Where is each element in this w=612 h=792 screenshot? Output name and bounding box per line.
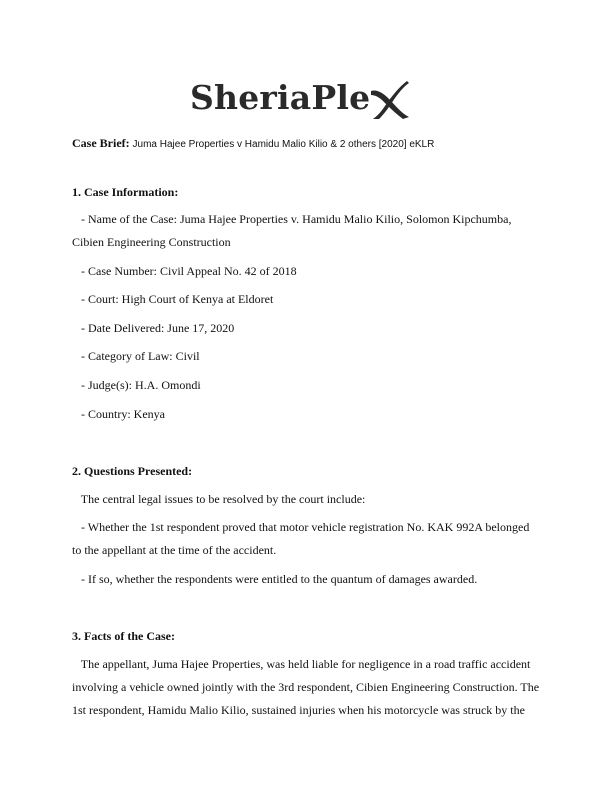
date-delivered: - Date Delivered: June 17, 2020 xyxy=(72,321,235,335)
sheriaplex-logo xyxy=(190,72,411,122)
question-1-line: - Whether the 1st respondent proved that motor vehicle registration No. KAK 992A belonged xyxy=(72,520,530,534)
questions-presented-heading: 2. Questions Presented: xyxy=(72,464,193,478)
case-information-heading: 1. Case Information: xyxy=(72,185,179,199)
x-logo-mark-icon xyxy=(367,77,411,121)
facts-line-2: involving a vehicle owned jointly with the 3rd respondent, Cibien Engineering Construction. The xyxy=(72,680,540,694)
question-1-line-continued: to the appellant at the time of the accident. xyxy=(72,543,277,557)
logo-text: SheriaPle xyxy=(190,77,371,117)
country: - Country: Kenya xyxy=(72,407,165,421)
judges: - Judge(s): H.A. Omondi xyxy=(72,378,201,392)
questions-intro: The central legal issues to be resolved by the court include: xyxy=(72,492,366,506)
facts-line-1: The appellant, Juma Hajee Properties, was held liable for negligence in a road traffic accident xyxy=(72,657,531,671)
case-name-line: - Name of the Case: Juma Hajee Properties v. Hamidu Malio Kilio, Solomon Kipchumba, xyxy=(72,212,512,226)
question-2: - If so, whether the respondents were entitled to the quantum of damages awarded. xyxy=(72,572,478,586)
case-brief-line xyxy=(72,136,434,151)
case-brief-title: Juma Hajee Properties v Hamidu Malio Kilio & 2 others [2020] eKLR xyxy=(132,139,435,150)
court: - Court: High Court of Kenya at Eldoret xyxy=(72,292,274,306)
case-name-line-continued: Cibien Engineering Construction xyxy=(72,235,231,249)
case-number: - Case Number: Civil Appeal No. 42 of 2018 xyxy=(72,264,297,278)
facts-line-3: 1st respondent, Hamidu Malio Kilio, sustained injuries when his motorcycle was struck by the xyxy=(72,703,525,717)
case-brief-label: Case Brief: xyxy=(72,136,130,150)
category-of-law: - Category of Law: Civil xyxy=(72,349,200,363)
facts-heading: 3. Facts of the Case: xyxy=(72,629,175,643)
